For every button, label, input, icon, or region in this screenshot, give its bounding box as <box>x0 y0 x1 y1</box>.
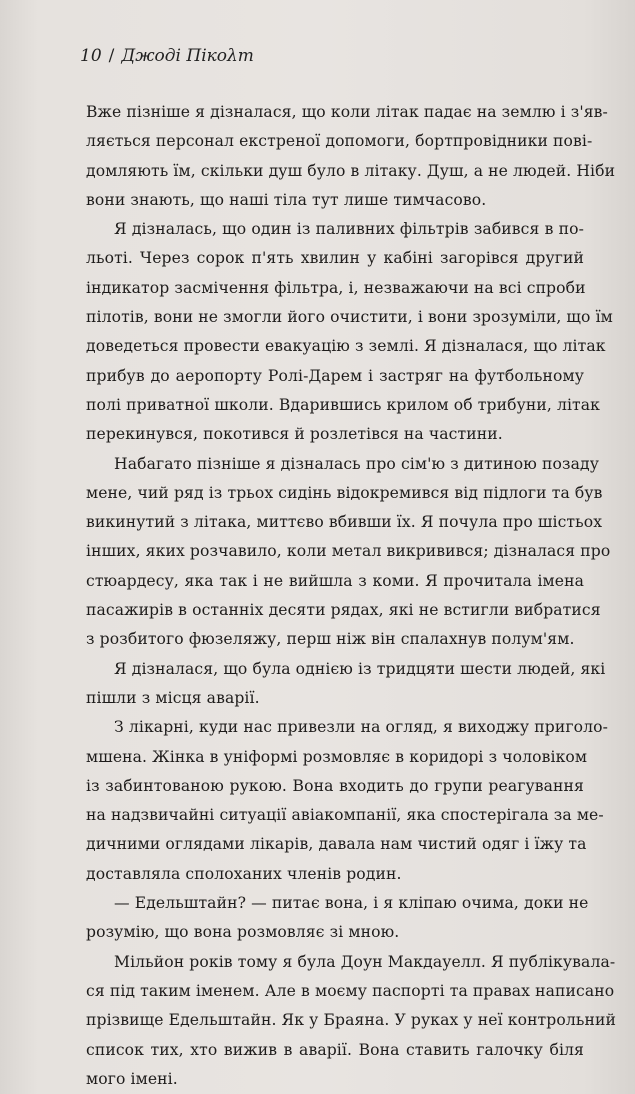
text-line: дичними оглядами лікарів, давала нам чистий одяг і їжу та <box>86 835 587 854</box>
text-line: вони знають, що наші тіла тут лише тимчасово. <box>86 190 487 209</box>
text-line: — Едельштайн? — питає вона, і я кліпаю очима, доки не <box>114 894 589 913</box>
text-line: полі приватної школи. Вдарившись крилом об трибуни, літак <box>86 395 601 414</box>
text-line: викинутий з літака, миттєво вбивши їх. Я почула про шістьох <box>86 513 603 532</box>
text-line: перекинувся, покотився й розлетівся на частини. <box>86 425 503 444</box>
running-head-separator: / <box>108 46 115 66</box>
text-line: мшена. Жінка в уніформі розмовляє в коридорі з чоловіком <box>86 747 588 766</box>
text-line: на надзвичайні ситуації авіакомпанії, яка спостерігала за ме- <box>86 806 604 825</box>
text-line: мене, чий ряд із трьох сидінь відокремився від підлоги та був <box>86 483 603 502</box>
text-line: прізвище Едельштайн. Як у Браяна. У руках у неї контрольний <box>86 1011 616 1030</box>
text-line: ляється персонал екстреної допомоги, бортпровідники пові- <box>86 132 593 151</box>
body-text <box>86 98 616 1094</box>
text-line: пасажирів в останніх десяти рядах, які не встигли вибратися <box>86 601 601 620</box>
text-line: ся під таким іменем. Але в моєму паспорті та правах написано <box>86 981 615 1000</box>
text-line: домляють їм, скільки душ було в літаку. Душ, а не людей. Ніби <box>86 161 616 180</box>
text-line: Вже пізніше я дізналася, що коли літак падає на землю і з'яв- <box>86 103 608 121</box>
page-number: 10 <box>80 46 102 66</box>
text-line: інших, яких розчавило, коли метал викривився; дізналася про <box>86 542 611 561</box>
author-name: Джоді Пікολт <box>121 46 254 66</box>
text-line: З лікарні, куди нас привезли на огляд, я виходжу пригoло- <box>114 718 608 737</box>
running-head <box>80 46 254 66</box>
text-line: Я дізналася, що була однією із тридцяти шести людей, які <box>114 659 606 678</box>
text-line: льоті. Через сорок п'ять хвилин у кабіні загорівся другий <box>86 249 584 268</box>
text-line: Я дізналась, що один із паливних фільтрів забився в по- <box>114 220 584 239</box>
text-line: індикатор засмічення фільтра, і, незважаючи на всі спроби <box>86 278 586 297</box>
text-line: прибув до аеропорту Ролі-Дарем і застряг на футбольному <box>86 366 584 385</box>
text-line: розумію, що вона розмовляє зі мною. <box>86 923 400 942</box>
text-line: доведеться провести евакуацію з землі. Я дізналася, що літак <box>86 337 606 356</box>
text-line: з розбитого фюзеляжу, перш ніж він спалахнув полум'ям. <box>86 630 575 649</box>
text-line: Мільйон років тому я була Доун Макдауелл. Я публікувала- <box>114 952 616 971</box>
text-line: список тих, хто вижив в аварії. Вона ставить галочку біля <box>86 1040 584 1059</box>
text-line: доставляла сполоханих членів родин. <box>86 864 402 883</box>
text-line: пішли з місця аварії. <box>86 688 260 707</box>
text-line: Набагато пізніше я дізналась про сім'ю з дитиною позаду <box>114 454 599 473</box>
text-line: пілотів, вони не змогли його очистити, і вони зрозуміли, що їм <box>86 308 613 327</box>
text-line: мого імені. <box>86 1069 178 1088</box>
text-line: стюардесу, яка так і не вийшла з коми. Я прочитала імена <box>86 571 584 590</box>
text-line: із забинтованою рукою. Вона входить до групи реагування <box>86 776 584 795</box>
